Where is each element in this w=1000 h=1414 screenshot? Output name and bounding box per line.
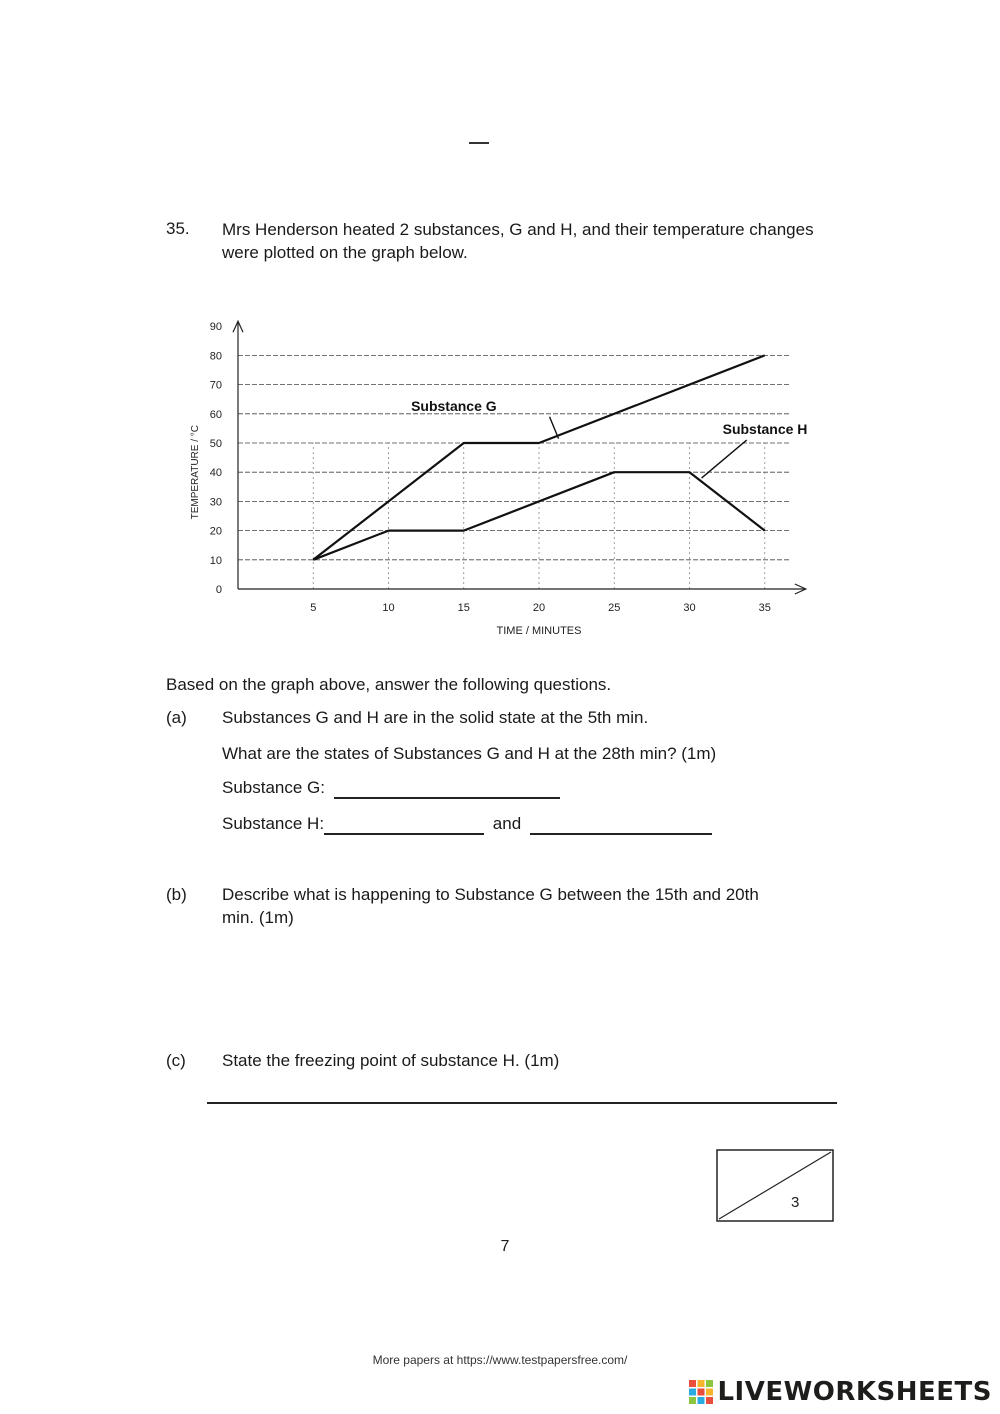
substance-g-answer-blank[interactable] — [334, 779, 560, 799]
series-label-substance-h: Substance H — [722, 421, 808, 438]
part-a-line1: Substances G and H are in the solid state at the 5th min. — [222, 708, 649, 727]
y-tick-label-70: 70 — [209, 379, 222, 392]
y-tick-label-20: 20 — [209, 525, 222, 538]
y-tick-label-0: 0 — [215, 584, 222, 596]
top-dash — [469, 142, 489, 144]
chart-ticks — [210, 321, 771, 614]
x-axis-title: TIME / MINUTES — [496, 625, 582, 637]
x-tick-label-35: 35 — [758, 602, 771, 614]
page-number: 7 — [500, 1238, 510, 1255]
part-b-label: (b) — [166, 885, 187, 904]
y-tick-label-40: 40 — [209, 467, 222, 480]
liveworksheets-logo-icon — [688, 1379, 714, 1405]
part-c-text: State the freezing point of substance H. (1m) — [222, 1051, 560, 1070]
y-tick-label-10: 10 — [209, 554, 222, 567]
question-number: 35. — [166, 219, 190, 238]
footer-link-text: More papers at https://www.testpapersfree.com/ — [372, 1353, 628, 1367]
y-axis-title: TEMPERATURE / °C — [190, 425, 201, 520]
x-tick-label-30: 30 — [683, 602, 696, 614]
marks-box — [716, 1149, 834, 1222]
substance-g-label: Substance G: — [222, 778, 326, 797]
and-text: and — [492, 814, 522, 833]
x-tick-label-25: 25 — [608, 602, 621, 614]
substance-h-answer-blank-2[interactable] — [530, 815, 712, 835]
temperature-chart — [180, 310, 820, 650]
part-c-label: (c) — [166, 1051, 186, 1070]
y-tick-label-50: 50 — [209, 438, 222, 450]
part-b-line2: min. (1m) — [222, 908, 294, 927]
series-line-substance-h — [313, 472, 765, 560]
liveworksheets-logo-text: LIVEWORKSHEETS — [717, 1377, 992, 1407]
chart-axes — [233, 321, 806, 594]
substance-h-answer-blank-1[interactable] — [324, 815, 484, 835]
x-tick-label-15: 15 — [457, 602, 470, 614]
x-tick-label-5: 5 — [310, 602, 317, 614]
part-c-answer-line[interactable] — [207, 1102, 837, 1104]
y-tick-label-60: 60 — [209, 408, 222, 421]
part-a-label: (a) — [166, 708, 187, 727]
substance-h-label: Substance H: — [222, 814, 325, 833]
series-label-substance-g: Substance G — [411, 397, 497, 414]
liveworksheets-logo — [688, 1377, 992, 1407]
y-tick-label-80: 80 — [209, 350, 222, 363]
part-b-line1: Describe what is happening to Substance G between the 15th and 20th — [222, 885, 759, 904]
leader-line-substance-g — [550, 417, 559, 439]
y-tick-label-90: 90 — [209, 321, 222, 334]
question-text: Mrs Henderson heated 2 substances, G and H, and their temperature changes were plotted on the graph below. — [222, 220, 814, 262]
x-tick-label-10: 10 — [382, 602, 395, 614]
x-tick-label-20: 20 — [532, 602, 546, 614]
marks-value: 3 — [791, 1194, 800, 1211]
part-a-line2: What are the states of Substances G and H at the 28th min? (1m) — [222, 744, 717, 763]
substance-h-answer-row — [222, 813, 712, 835]
substance-g-answer-row — [222, 777, 560, 799]
y-tick-label-30: 30 — [209, 496, 222, 509]
instructions: Based on the graph above, answer the following questions. — [166, 675, 612, 694]
